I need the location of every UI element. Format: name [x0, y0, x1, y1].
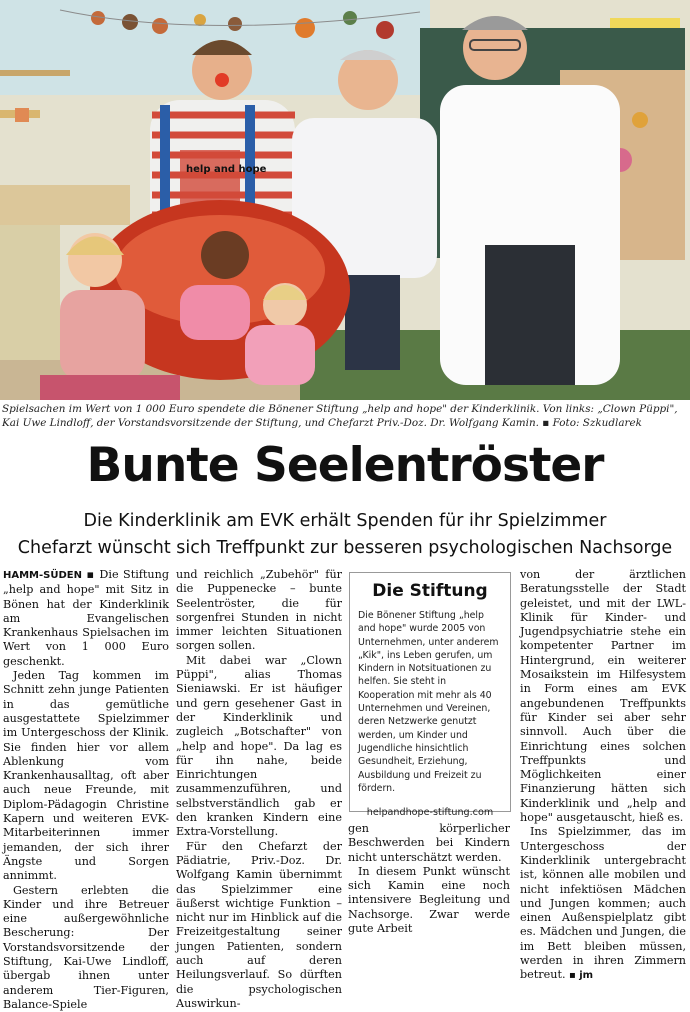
subheadline-2: Chefarzt wünscht sich Treffpunkt zur besseren psychologischen Nachsorge: [17, 538, 673, 558]
headline: Bunte Seelentröster: [86, 438, 604, 493]
column-4-paragraph-2-text: Ins Spielzimmer, das im Untergeschoss der Kinderklinik untergebracht ist, können alle mobilen und nicht infektiösen Mädchen und Jungen kommen; auch einen Außenspielplatz gibt es. Mädchen und Jungen, die im Bett bleiben müssen, werden in ihren Zimmern betreut.: [520, 825, 686, 982]
shirt-print: help and hope: [186, 164, 267, 175]
article-column-3: [348, 822, 510, 936]
dateline: HAMM-SÜDEN: [3, 570, 82, 581]
column-2-paragraph-2: Mit dabei war „Clown Püppi", alias Thomas Sieniawski. Er ist häufiger und gern gesehener Gast in der Kinderklinik und zugleich „Botschafter" von „help and hope". Da lag es für ihn nahe, beide Einrichtungen zusammenzuführen, und selbstverständlich gab er den kranken Kindern eine Extra-Vorstellung.: [176, 653, 342, 839]
article-photo: [0, 0, 690, 400]
column-1-paragraph-2: Jeden Tag kommen im Schnitt zehn junge Patienten in das gemütliche ausgestattete Spielzimmer im Untergeschoss der Klinik. Sie finden hier vor allem Ablenkung vom Krankenhausalltag, oft aber auch neue Freunde, mit Diplom-Pädagogin Christine Kapern und weiteren EVK-Mitarbeiterinnen immer jemanden, der sich ihrer Ängste und Sorgen annimmt.: [3, 669, 169, 883]
article-column-4: [520, 568, 686, 984]
subheadline-1: Die Kinderklinik am EVK erhält Spenden für ihr Spielzimmer: [83, 511, 607, 531]
info-box-url[interactable]: helpandhope-stiftung.com: [366, 807, 494, 819]
photo-illustration: [0, 0, 690, 400]
column-4-paragraph-1: von der ärztlichen Beratungsstelle der Stadt geleistet, und mit der LWL-Klinik für Kinder- und Jugendpsychiatrie stehe ein kompetenter Partner im Hintergrund, ein weiterer Mosaikstein im Hilfesystem in Form eines am EVK angebundenen Treffpunkts für Kinder sei aber sehr sinnvoll. Auch über die Einrichtung eines solchen Treffpunkts und Möglichkeiten einer Finanzierung hätten sich Kinderklinik und „help and hope" ausgetauscht, hieß es.: [520, 568, 686, 825]
info-box-text: Die Bönener Stiftung „help and hope" wurde 2005 von Unternehmen, unter anderem „Kik", ins Leben gerufen, um Kindern in Notsituationen zu helfen. Sie steht in Kooperation mit mehr als 40 Unternehmen und Vereinen, deren Netzwerke genutzt werden, um Kinder und Jugendliche hinsichtlich Gesundheit, Erziehung, Ausbildung und Freizeit zu fördern.: [358, 610, 499, 794]
column-1-paragraph-1: [3, 568, 169, 669]
column-4-paragraph-2: [520, 825, 686, 983]
column-2-paragraph-3: Für den Chefarzt der Pädiatrie, Priv.-Doz. Dr. Wolfgang Kamin übernimmt das Spielzimmer eine äußerst wichtige Funktion – nicht nur im Hinblick auf die Freizeitgestaltung seiner jungen Patienten, sondern auch auf deren Heilungsverlauf. So dürften die psychologischen Auswirkun-: [176, 839, 342, 1010]
article-column-2: [176, 568, 342, 1011]
info-box-stiftung: [349, 572, 511, 819]
column-2-paragraph-1: und reichlich „Zubehör" für die Puppenecke – bunte Seelentröster, die für sorgenfrei Stunden in nicht immer leichten Situationen sorgen sollen.: [176, 568, 342, 653]
column-1-paragraph-3: Gestern erlebten die Kinder und ihre Betreuer eine außergewöhnliche Bescherung: Der Vorstandsvorsitzende der Stiftung, Kai-Uwe Lindloff, übergab ihnen unter anderem Tier-Figuren, Balance-Spiele: [3, 883, 169, 1011]
article-column-1: [3, 568, 169, 1012]
column-3-paragraph-2: In diesem Punkt wünscht sich Kamin eine noch intensivere Begleitung und Nachsorge. Zwar werde gute Arbeit: [348, 864, 510, 936]
column-3-paragraph-1: gen körperlicher Beschwerden bei Kindern nicht unterschätzt werden.: [348, 822, 510, 864]
photo-caption: Spielsachen im Wert von 1 000 Euro spendete die Bönener Stiftung „help and hope" der Kinderklinik. Von links: „Clown Püppi", Kai Uwe Lindloff, der Vorstandsvorsitzende der Stiftung, und Chefarzt Priv.-Doz. Dr. Wolfgang Kamin. ▪ Foto: Szkudlarek: [2, 403, 678, 429]
info-box-title: Die Stiftung: [372, 581, 488, 601]
column-1-paragraph-1-text: ▪ Die Stiftung „help and hope" mit Sitz in Bönen hat der Kinderklinik am Evangelischen Krankenhaus Spielsachen im Wert von 1 000 Euro geschenkt.: [3, 568, 169, 668]
author-signature: ▪ jm: [565, 970, 594, 982]
